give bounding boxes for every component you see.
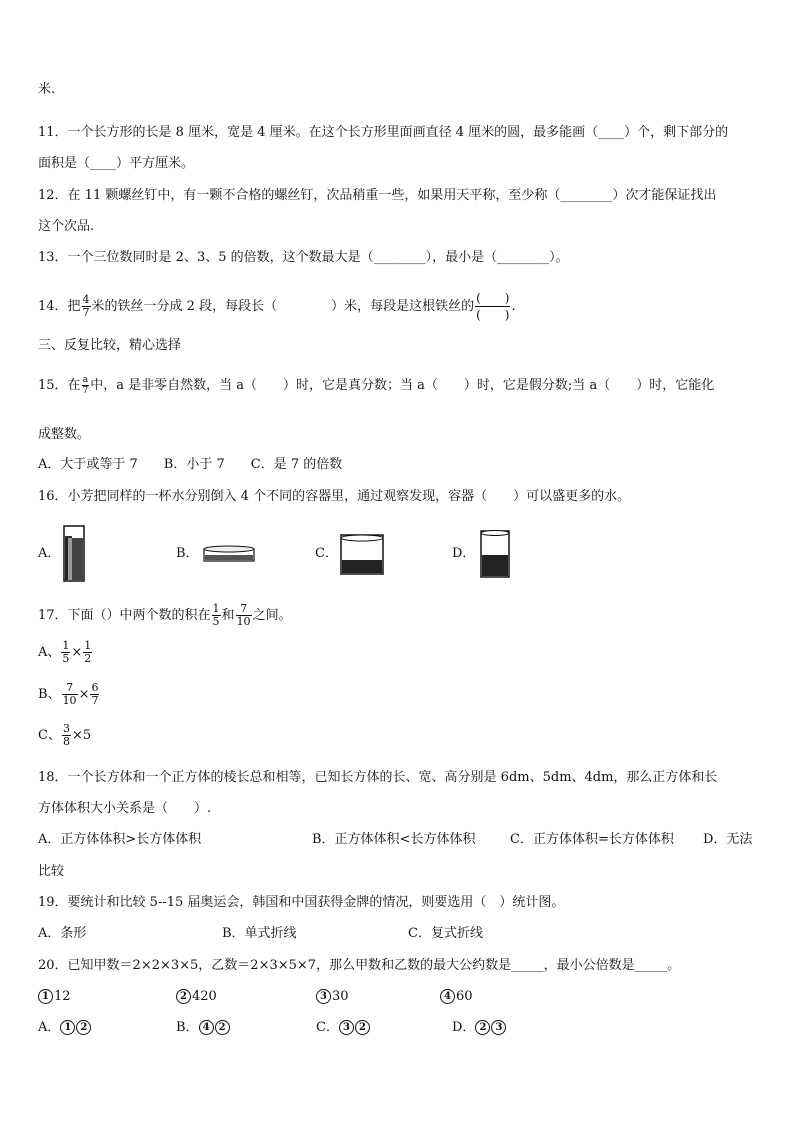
q17-option-b[interactable]: B、 $\frac{7}{10}$ × $\frac{6}{7}$ (38, 681, 99, 707)
q13-blank1[interactable]: ________ (373, 250, 426, 265)
circled-number-icon: 1 (38, 989, 53, 1004)
q20-blank2[interactable]: _____ (634, 958, 668, 973)
tall-narrow-container-icon (62, 524, 88, 584)
q20-text: 20．已知甲数＝2×2×3×5，乙数＝2×3×5×7，那么甲数和乙数的最大公约数是_____，最小公倍数是_____。 (38, 958, 681, 973)
q16-option-d[interactable]: D． (452, 546, 476, 561)
q12-blank[interactable]: ________ (560, 188, 613, 203)
circled-number-icon: 3 (339, 1020, 354, 1035)
q16-text: 16．小芳把同样的一杯水分别倒入 4 个不同的容器里，通过观察发现，容器（ ）可以盛更多的水。 (38, 489, 631, 504)
circled-number-icon: 2 (76, 1020, 91, 1035)
circled-number-icon: 3 (491, 1020, 506, 1035)
q18-option-c[interactable]: C．正方体体积=长方体体积 (510, 832, 674, 847)
q20-blank1[interactable]: _____ (511, 958, 544, 973)
q11-line1: 11．一个长方形的长是 8 厘米，宽是 4 厘米。在这个长方形里面画直径 4 厘米的圆，最多能画（____）个，剩下部分的 (38, 125, 729, 140)
circled-number-icon: 2 (176, 989, 191, 1004)
circled-number-icon: 4 (440, 989, 455, 1004)
q17-line: 17．下面（）中两个数的积在 $\frac{1}{5}$ 和 $\frac{7}{10}$ 之间。 (38, 602, 292, 628)
q19-option-b[interactable]: B．单式折线 (222, 926, 297, 941)
q10-tail: 米. (38, 82, 56, 97)
circled-number-icon: 2 (215, 1020, 230, 1035)
circled-number-icon: 2 (475, 1020, 490, 1035)
circled-number-icon: 1 (60, 1020, 75, 1035)
q15-line2: 成整数。 (38, 427, 91, 442)
q18-option-b[interactable]: B．正方体体积<长方体体积 (312, 832, 476, 847)
q20-answer-a[interactable]: A． 1 2 (38, 1020, 92, 1036)
q20-choice-2: 2 420 (176, 989, 217, 1005)
q15-fraction: $\frac{a}{7}$ (82, 375, 89, 396)
q17-fraction-1: $\frac{1}{5}$ (212, 602, 220, 628)
q19-text: 19．要统计和比较 5--15 届奥运会，韩国和中国获得金牌的情况，则要选用（ ）统计图。 (38, 895, 565, 910)
q11-blank1[interactable]: ____ (598, 125, 625, 140)
q20-answer-b[interactable]: B． 4 2 (176, 1020, 231, 1036)
q18-line1: 18．一个长方体和一个正方体的棱长总和相等，已知长方体的长、宽、高分别是 6dm、5dm、4dm，那么正方体和长 (38, 770, 718, 785)
section-3-heading: 三、反复比较，精心选择 (38, 338, 182, 353)
medium-container-icon (478, 528, 512, 580)
circled-number-icon: 3 (316, 989, 331, 1004)
q13-line: 13．一个三位数同时是 2、3、5 的倍数，这个数最大是（________），最小是（________）。 (38, 250, 569, 265)
q12-line1: 12．在 11 颗螺丝钉中，有一颗不合格的螺丝钉，次品稍重一些，如果用天平称，至少称（________）次才能保证找出 (38, 188, 717, 203)
q18-option-a[interactable]: A．正方体体积>长方体体积 (38, 832, 202, 847)
q17-fraction-2: $\frac{7}{10}$ (236, 602, 251, 628)
q11-line2: 面积是（____）平方厘米。 (38, 156, 195, 171)
q17-option-a[interactable]: A、 $\frac{1}{5}$ × $\frac{1}{2}$ (38, 639, 92, 665)
q19-option-a[interactable]: A．条形 (38, 926, 87, 941)
circled-number-icon: 4 (199, 1020, 214, 1035)
circled-number-icon: 2 (355, 1020, 370, 1035)
q16-option-a[interactable]: A． (38, 546, 61, 561)
q20-answer-c[interactable]: C． 3 2 (316, 1020, 371, 1036)
q18-line2: 方体体积大小关系是（ ）. (38, 801, 212, 816)
wide-container-icon (338, 532, 386, 578)
q17-option-c[interactable]: C、 $\frac{3}{8}$ ×5 (38, 722, 92, 748)
q14-fraction: $\frac{4}{7}$ (82, 293, 90, 319)
q20-choice-3: 3 30 (316, 989, 349, 1005)
q19-option-c[interactable]: C．复式折线 (408, 926, 483, 941)
q15-options[interactable]: A．大于或等于 7 B．小于 7 C．是 7 的倍数 (38, 457, 343, 472)
q18-option-d-tail: 比较 (38, 864, 65, 879)
q13-blank2[interactable]: ________ (497, 250, 550, 265)
q16-option-b[interactable]: B． (176, 546, 199, 561)
q12-line2: 这个次品. (38, 219, 95, 234)
q20-choice-4: 4 60 (440, 989, 473, 1005)
q16-option-c[interactable]: C． (315, 546, 338, 561)
q14-line: 14．把 $\frac{4}{7}$ 米的铁丝一分成 2 段，每段长（ ）米，每段是这根铁丝的 ( ) ( ) . (38, 291, 516, 322)
flat-wide-container-icon (202, 543, 258, 565)
q11-blank2[interactable]: ____ (90, 156, 117, 171)
q14-paren-fraction[interactable]: ( ) ( ) (476, 291, 510, 322)
q15-line1: 15．在 $\frac{a}{7}$ 中，a 是非零自然数，当 a（ ）时，它是真分数；当 a（ ）时，它是假分数;当 a（ ）时，它能化 (38, 375, 715, 396)
q18-option-d[interactable]: D．无法 (703, 832, 753, 847)
q20-answer-d[interactable]: D． 2 3 (452, 1020, 507, 1036)
q20-choice-1: 1 12 (38, 989, 71, 1005)
